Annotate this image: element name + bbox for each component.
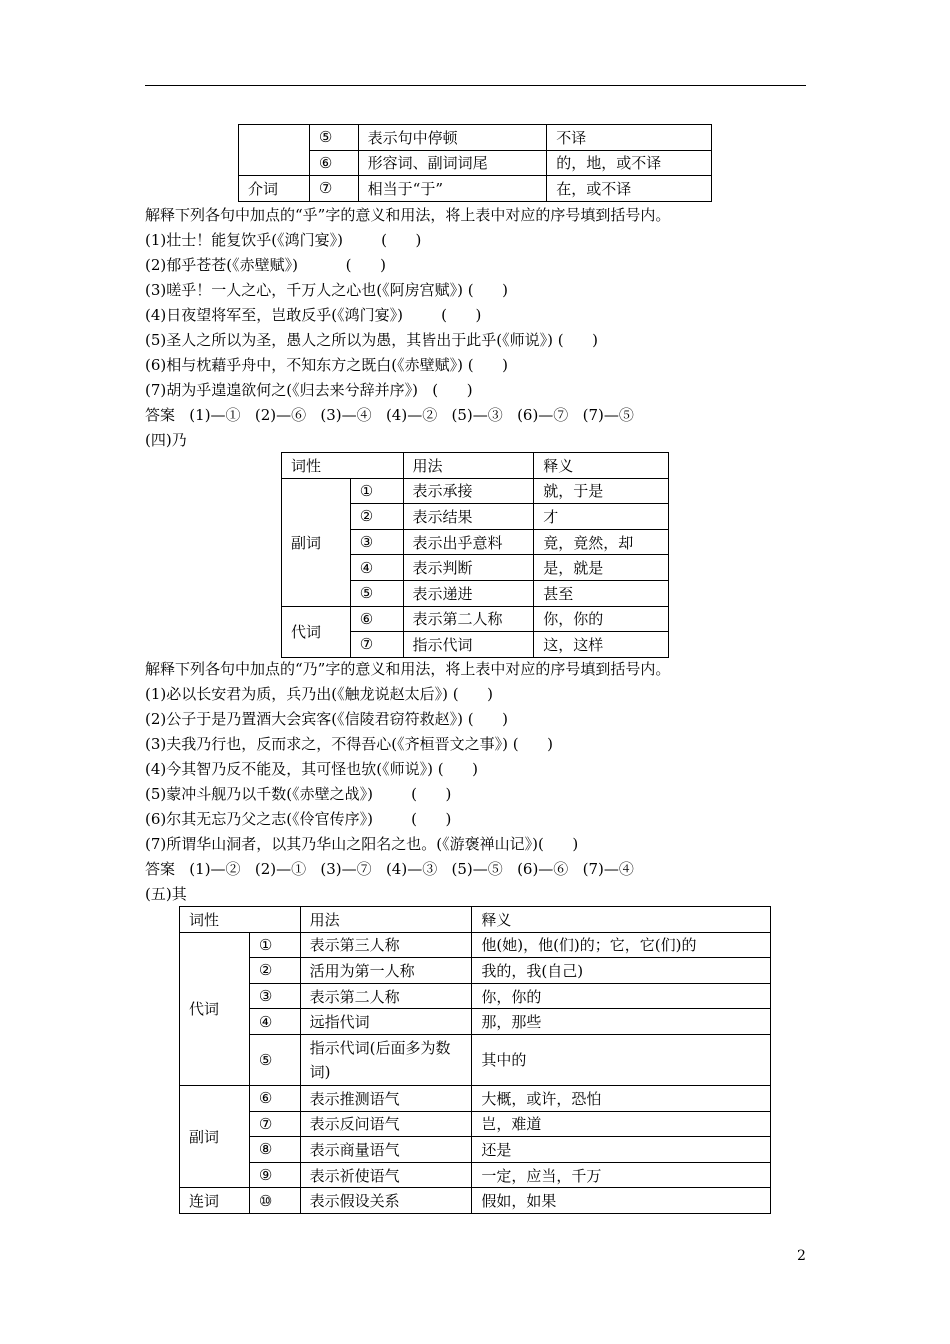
num-cell: ① bbox=[249, 932, 300, 958]
pos-cell: 代词 bbox=[180, 932, 250, 1085]
meaning-cell: 假如，如果 bbox=[472, 1188, 771, 1214]
meaning-cell: 甚至 bbox=[534, 580, 669, 606]
table-row bbox=[180, 1085, 771, 1111]
nai-item-6: (6)尔其无忘乃父之志(《伶官传序》) ( ) bbox=[145, 810, 452, 828]
meaning-cell: 这，这样 bbox=[534, 632, 669, 658]
meaning-cell: 他(她)，他(们)的；它，它(们)的 bbox=[472, 932, 771, 958]
num-cell: ⑦ bbox=[249, 1111, 300, 1137]
num-cell: ① bbox=[350, 478, 403, 504]
meaning-cell: 岂，难道 bbox=[472, 1111, 771, 1137]
pos-cell: 介词 bbox=[239, 176, 310, 202]
meaning-cell: 大概，或许，恐怕 bbox=[472, 1085, 771, 1111]
pos-cell: 代词 bbox=[282, 606, 351, 657]
num-cell: ⑥ bbox=[249, 1085, 300, 1111]
qi-heading: (五)其 bbox=[145, 885, 187, 903]
table-row bbox=[180, 932, 771, 958]
num-cell: ⑤ bbox=[350, 580, 403, 606]
meaning-cell: 其中的 bbox=[472, 1034, 771, 1085]
meaning-cell: 你，你的 bbox=[472, 983, 771, 1009]
qi-table bbox=[179, 906, 771, 1214]
meaning-cell: 就，于是 bbox=[534, 478, 669, 504]
nai-item-1: (1)必以长安君为质，兵乃出(《触龙说赵太后》) ( ) bbox=[145, 685, 494, 703]
usage-cell: 活用为第一人称 bbox=[300, 958, 472, 984]
meaning-cell: 还是 bbox=[472, 1137, 771, 1163]
page-number: 2 bbox=[797, 1248, 806, 1264]
num-cell: ⑧ bbox=[249, 1137, 300, 1163]
header-usage: 用法 bbox=[403, 453, 534, 479]
nai-answer: 答案 (1)—② (2)—① (3)—⑦ (4)—③ (5)—⑤ (6)—⑥ (7)—④ bbox=[145, 860, 634, 878]
table-row bbox=[282, 478, 669, 504]
table-header-row bbox=[180, 907, 771, 933]
hu-item-5: (5)圣人之所以为圣，愚人之所以为愚，其皆出于此乎(《师说》) ( ) bbox=[145, 331, 599, 349]
num-cell: ③ bbox=[350, 529, 403, 555]
usage-cell: 表示第二人称 bbox=[300, 983, 472, 1009]
usage-cell: 表示结果 bbox=[403, 504, 534, 530]
num-cell: ⑥ bbox=[309, 150, 358, 176]
usage-cell: 表示反问语气 bbox=[300, 1111, 472, 1137]
usage-cell: 表示承接 bbox=[403, 478, 534, 504]
header-usage: 用法 bbox=[300, 907, 472, 933]
header-pos: 词性 bbox=[282, 453, 404, 479]
usage-cell: 表示祈使语气 bbox=[300, 1162, 472, 1188]
meaning-cell: 一定，应当，千万 bbox=[472, 1162, 771, 1188]
num-cell: ⑤ bbox=[249, 1034, 300, 1085]
meaning-cell: 那，那些 bbox=[472, 1009, 771, 1035]
usage-cell: 表示假设关系 bbox=[300, 1188, 472, 1214]
meaning-cell: 是，就是 bbox=[534, 555, 669, 581]
num-cell: ④ bbox=[350, 555, 403, 581]
usage-cell: 指示代词(后面多为数词) bbox=[300, 1034, 472, 1085]
header-meaning: 释义 bbox=[472, 907, 771, 933]
table-row bbox=[282, 606, 669, 632]
num-cell: ⑦ bbox=[350, 632, 403, 658]
table-row bbox=[180, 958, 771, 984]
usage-cell: 表示判断 bbox=[403, 555, 534, 581]
usage-cell: 相当于“于” bbox=[358, 176, 547, 202]
usage-cell: 表示递进 bbox=[403, 580, 534, 606]
table-row bbox=[180, 1162, 771, 1188]
usage-cell: 远指代词 bbox=[300, 1009, 472, 1035]
num-cell: ④ bbox=[249, 1009, 300, 1035]
usage-cell: 表示句中停顿 bbox=[358, 125, 547, 151]
meaning-cell: 我的，我(自己) bbox=[472, 958, 771, 984]
num-cell: ③ bbox=[249, 983, 300, 1009]
nai-table bbox=[281, 452, 669, 658]
num-cell: ② bbox=[249, 958, 300, 984]
table-header-row bbox=[282, 453, 669, 479]
hu-item-4: (4)日夜望将军至，岂敢反乎(《鸿门宴》) ( ) bbox=[145, 306, 482, 324]
table-row bbox=[180, 1009, 771, 1035]
num-cell: ⑦ bbox=[309, 176, 358, 202]
table-row bbox=[239, 176, 712, 202]
hu-instruction: 解释下列各句中加点的“乎”字的意义和用法，将上表中对应的序号填到括号内。 bbox=[145, 206, 671, 224]
nai-item-3: (3)夫我乃行也，反而求之，不得吾心(《齐桓晋文之事》) ( ) bbox=[145, 735, 554, 753]
hu-item-7: (7)胡为乎遑遑欲何之(《归去来兮辞并序》) ( ) bbox=[145, 381, 473, 399]
nai-item-7: (7)所谓华山洞者，以其乃华山之阳名之也。(《游褒禅山记》)( ) bbox=[145, 835, 579, 853]
usage-cell: 指示代词 bbox=[403, 632, 534, 658]
nai-item-2: (2)公子于是乃置酒大会宾客(《信陵君窃符救赵》) ( ) bbox=[145, 710, 509, 728]
num-cell: ⑥ bbox=[350, 606, 403, 632]
nai-heading: (四)乃 bbox=[145, 431, 187, 449]
meaning-cell: 竟，竟然，却 bbox=[534, 529, 669, 555]
table-row bbox=[180, 983, 771, 1009]
hu-item-3: (3)嗟乎！一人之心，千万人之心也(《阿房宫赋》) ( ) bbox=[145, 281, 509, 299]
nai-instruction: 解释下列各句中加点的“乃”字的意义和用法，将上表中对应的序号填到括号内。 bbox=[145, 660, 671, 678]
usage-cell: 表示出乎意料 bbox=[403, 529, 534, 555]
nai-item-4: (4)今其智乃反不能及，其可怪也欤(《师说》) ( ) bbox=[145, 760, 479, 778]
usage-cell: 表示第三人称 bbox=[300, 932, 472, 958]
num-cell: ⑨ bbox=[249, 1162, 300, 1188]
num-cell: ⑤ bbox=[309, 125, 358, 151]
header-rule bbox=[145, 85, 806, 86]
hu-item-6: (6)相与枕藉乎舟中，不知东方之既白(《赤壁赋》) ( ) bbox=[145, 356, 509, 374]
hu-answer: 答案 (1)—① (2)—⑥ (3)—④ (4)—② (5)—③ (6)—⑦ (7)—⑤ bbox=[145, 406, 634, 424]
header-meaning: 释义 bbox=[534, 453, 669, 479]
table-row bbox=[180, 1111, 771, 1137]
pos-cell: 连词 bbox=[180, 1188, 250, 1214]
table-row bbox=[180, 1137, 771, 1163]
hu-item-1: (1)壮士！能复饮乎(《鸿门宴》) ( ) bbox=[145, 231, 422, 249]
meaning-cell: 不译 bbox=[547, 125, 712, 151]
meaning-cell: 的，地，或不译 bbox=[547, 150, 712, 176]
usage-cell: 表示第二人称 bbox=[403, 606, 534, 632]
num-cell: ② bbox=[350, 504, 403, 530]
pos-cell: 副词 bbox=[180, 1085, 250, 1187]
usage-cell: 表示推测语气 bbox=[300, 1085, 472, 1111]
nai-item-5: (5)蒙冲斗舰乃以千数(《赤壁之战》) ( ) bbox=[145, 785, 452, 803]
meaning-cell: 在，或不译 bbox=[547, 176, 712, 202]
hu-item-2: (2)郁乎苍苍(《赤壁赋》) ( ) bbox=[145, 256, 386, 274]
header-pos: 词性 bbox=[180, 907, 301, 933]
table-row bbox=[180, 1034, 771, 1085]
table-row bbox=[239, 150, 712, 176]
pos-cell bbox=[239, 125, 310, 176]
num-cell: ⑩ bbox=[249, 1188, 300, 1214]
pos-cell: 副词 bbox=[282, 478, 351, 606]
usage-cell: 表示商量语气 bbox=[300, 1137, 472, 1163]
table-row bbox=[239, 125, 712, 151]
usage-cell: 形容词、副词词尾 bbox=[358, 150, 547, 176]
table-row bbox=[180, 1188, 771, 1214]
meaning-cell: 你，你的 bbox=[534, 606, 669, 632]
meaning-cell: 才 bbox=[534, 504, 669, 530]
hu-table-continued bbox=[238, 124, 712, 202]
